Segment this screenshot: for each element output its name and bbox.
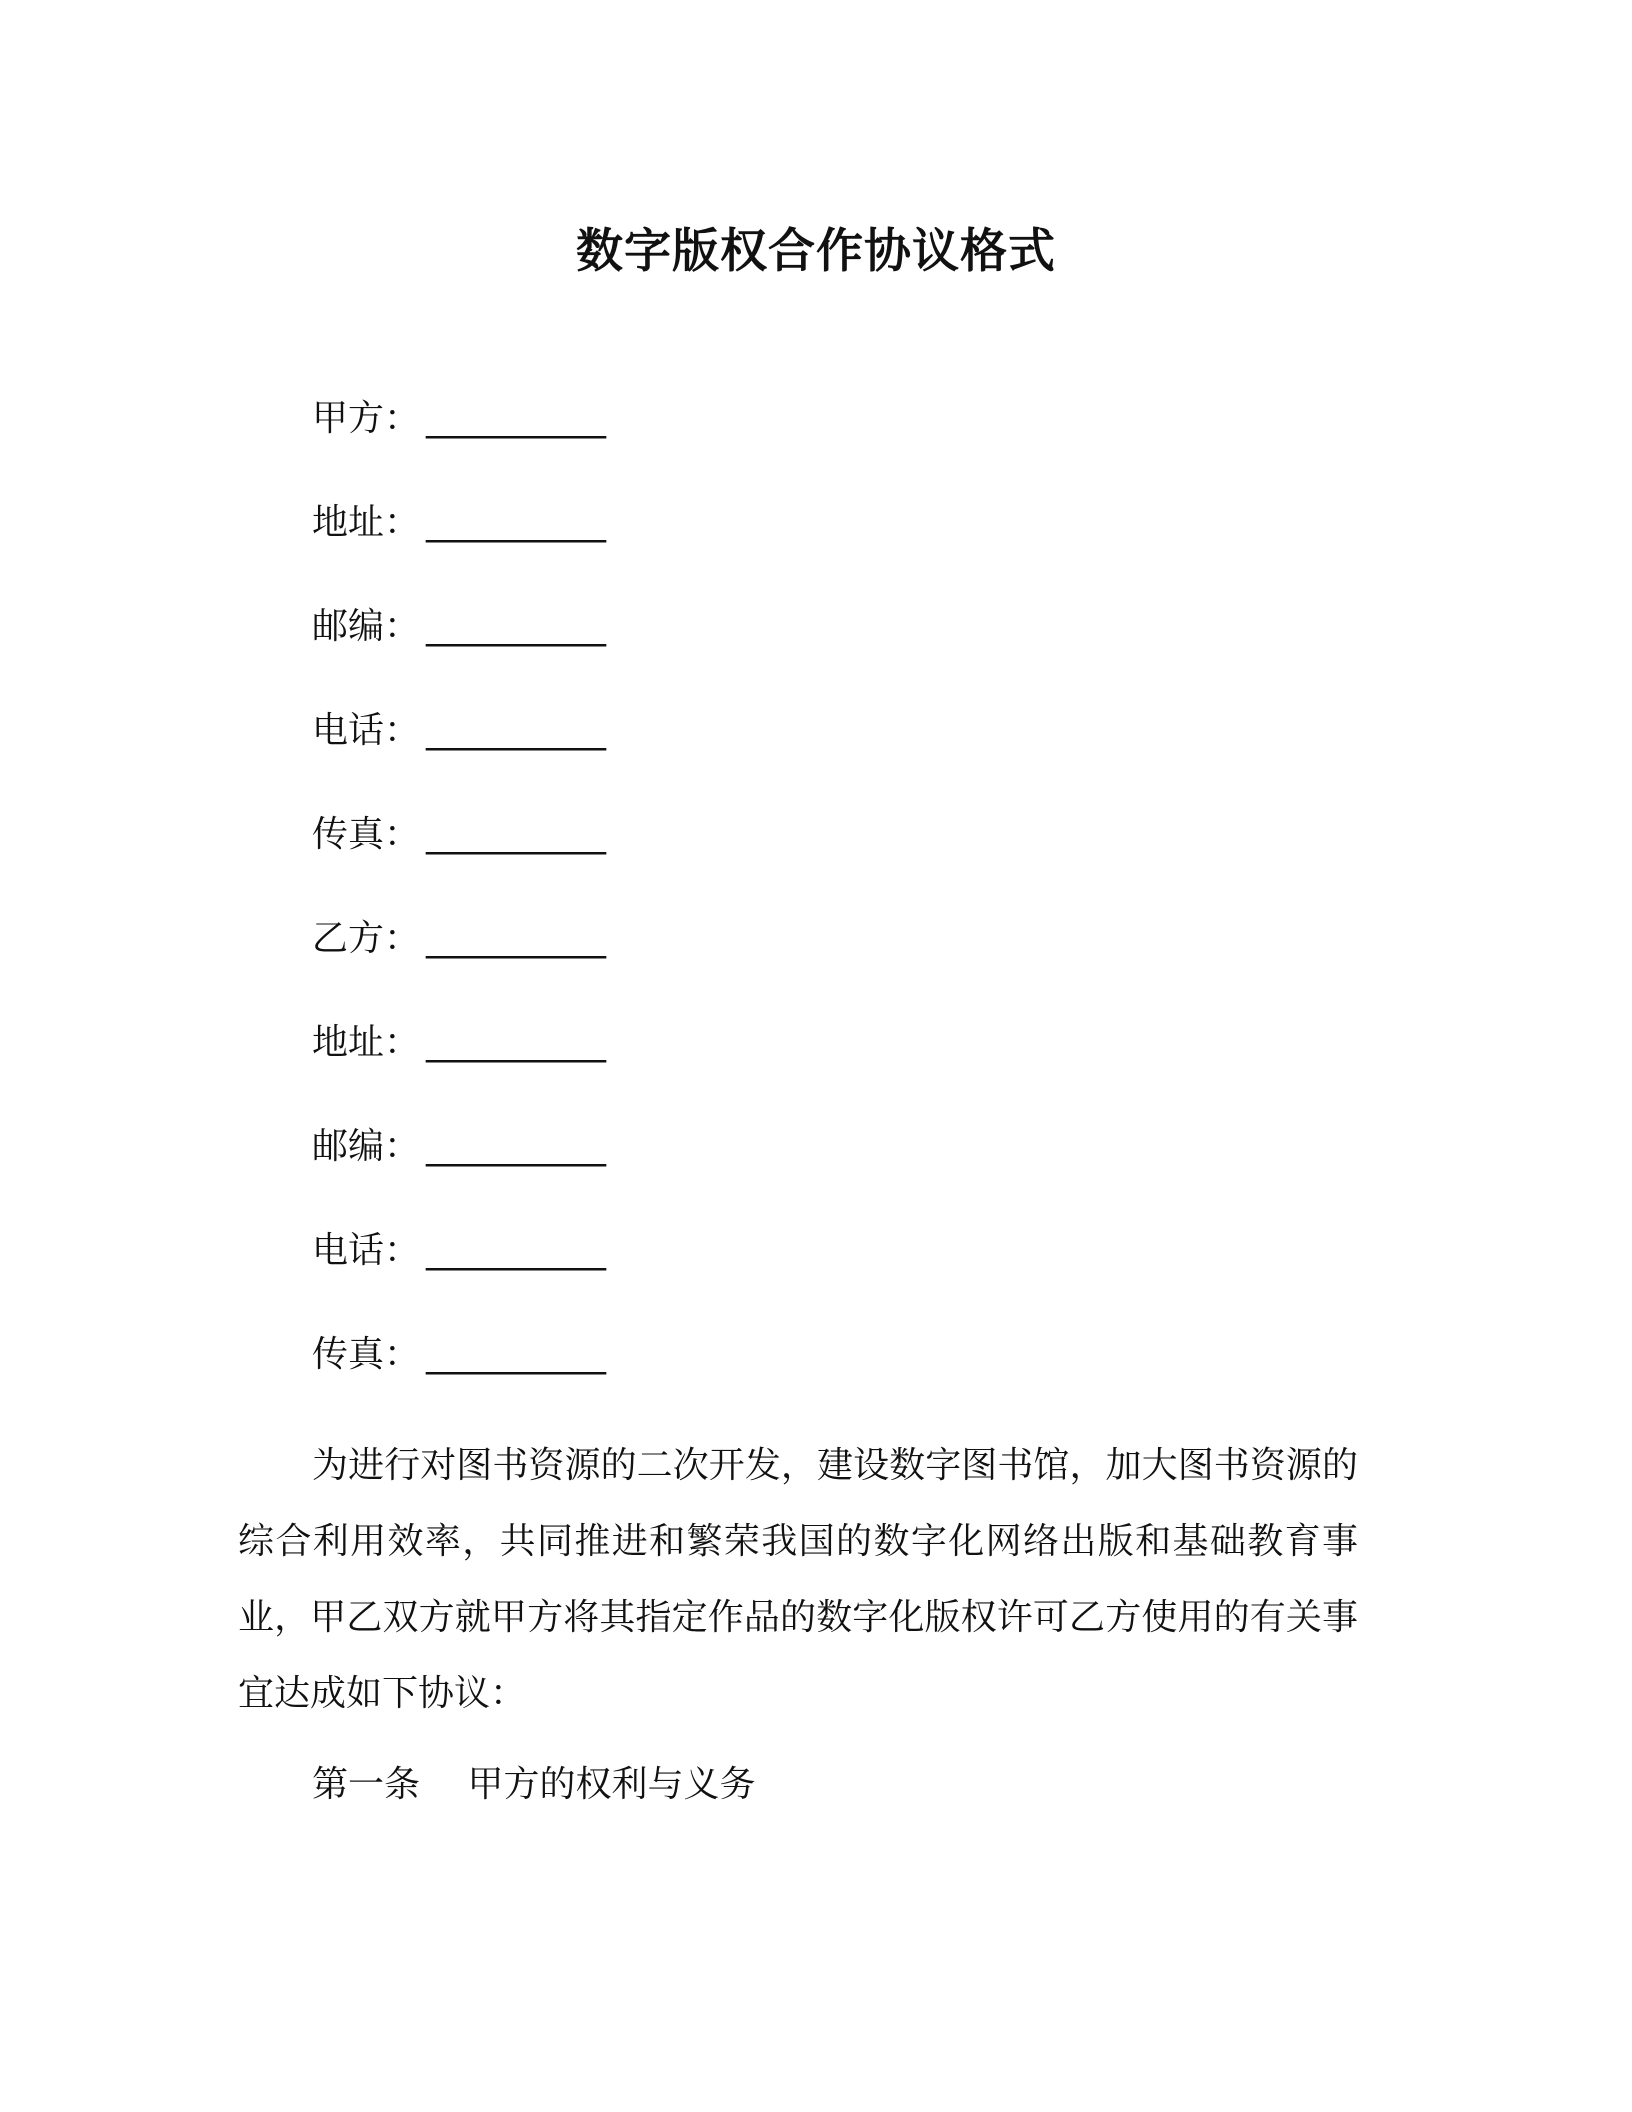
fill-in-blank: __________: [426, 710, 607, 751]
field-row-address-a: [312, 496, 1212, 600]
field-row-party-a: [312, 392, 1212, 496]
field-label: 传真：: [312, 1334, 421, 1375]
fill-in-blank: __________: [426, 502, 607, 543]
field-label: 邮编：: [312, 606, 421, 647]
field-row-phone-a: [312, 704, 1212, 808]
fill-in-blank: __________: [426, 1334, 607, 1375]
field-label: 乙方：: [312, 918, 421, 959]
field-row-postcode-a: [312, 600, 1212, 704]
intro-paragraph: 为进行对图书资源的二次开发，建设数字图书馆，加大图书资源的综合利用效率，共同推进和繁荣我国的数字化网络出版和基础教育事业，甲乙双方就甲方将其指定作品的数字化版权许可乙方使用的有关事宜达成如下协议：: [238, 1445, 1358, 1714]
field-row-party-b: [312, 912, 1212, 1016]
field-row-fax-b: [312, 1328, 1212, 1432]
field-label: 传真：: [312, 814, 421, 855]
party-info-list: [312, 392, 1212, 1432]
fill-in-blank: __________: [426, 1022, 607, 1063]
field-row-address-b: [312, 1016, 1212, 1120]
document-title: 数字版权合作协议格式: [576, 224, 1056, 279]
field-label: 电话：: [312, 710, 421, 751]
section-heading: 第一条 甲方的权利与义务: [312, 1764, 756, 1805]
fill-in-blank: __________: [426, 1230, 607, 1271]
field-label: 邮编：: [312, 1126, 421, 1167]
field-label: 甲方：: [312, 398, 421, 439]
field-label: 地址：: [312, 1022, 421, 1063]
fill-in-blank: __________: [426, 814, 607, 855]
fill-in-blank: __________: [426, 398, 607, 439]
fill-in-blank: __________: [426, 1126, 607, 1167]
field-label: 地址：: [312, 502, 421, 543]
field-row-postcode-b: [312, 1120, 1212, 1224]
field-label: 电话：: [312, 1230, 421, 1271]
field-row-phone-b: [312, 1224, 1212, 1328]
fill-in-blank: __________: [426, 606, 607, 647]
fill-in-blank: __________: [426, 918, 607, 959]
field-row-fax-a: [312, 808, 1212, 912]
